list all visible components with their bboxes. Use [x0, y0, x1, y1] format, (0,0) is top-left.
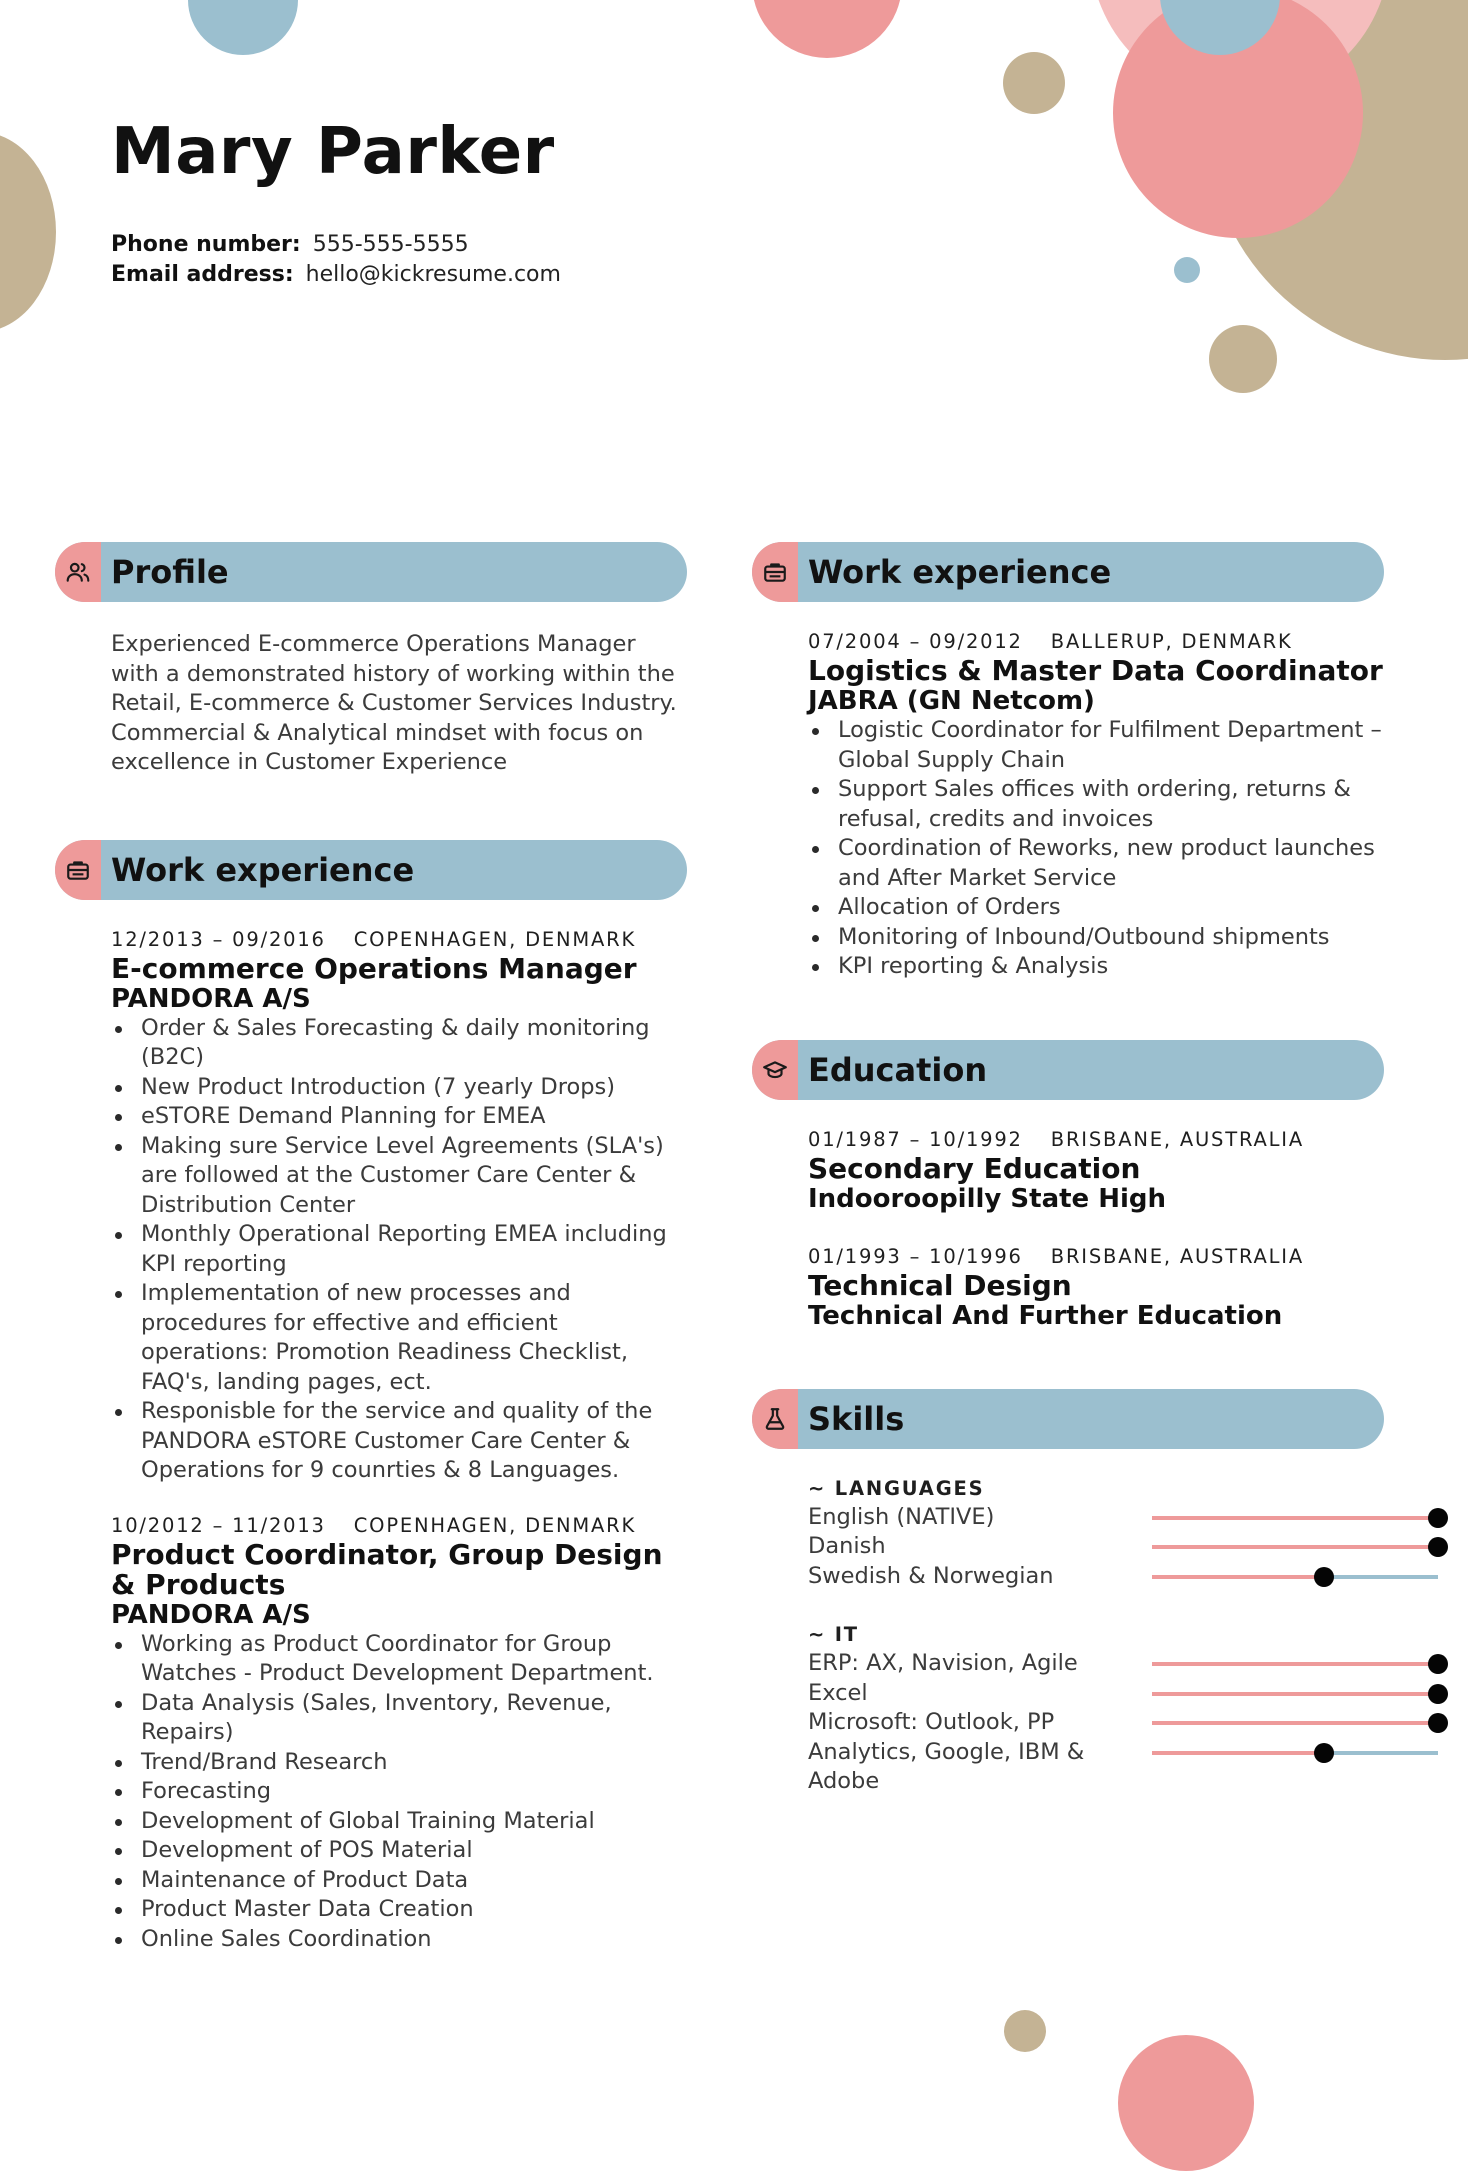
bullet-item: Order & Sales Forecasting & daily monitoring (B2C): [141, 1014, 687, 1073]
skill-name: Danish: [808, 1533, 886, 1559]
bullet-item: Making sure Service Level Agreements (SLA's) are followed at the Customer Care Center & Distribution Center: [141, 1132, 687, 1221]
profile-header: [55, 542, 687, 602]
edu-meta: [808, 1126, 1384, 1154]
skill-level-marker: [1428, 1684, 1448, 1704]
phone-line: [111, 230, 469, 260]
skill-level-fill: [1152, 1662, 1438, 1666]
skill-name: Analytics, Google, IBM & Adobe: [808, 1738, 1085, 1794]
skill-level-track: [1152, 1662, 1438, 1666]
skill-level-track: [1152, 1575, 1438, 1579]
bullet-item: New Product Introduction (7 yearly Drops): [141, 1073, 687, 1103]
skill-row: [808, 1562, 1384, 1592]
edu-dates: 01/1993 – 10/1996: [808, 1244, 1023, 1268]
bullet-item: Implementation of new processes and procedures for effective and efficient operations: Promotion Readiness Checklist, FAQ's, landing pages, ect.: [141, 1279, 687, 1397]
bullet-item: Coordination of Reworks, new product launches and After Market Service: [838, 834, 1384, 893]
email-label: Email address:: [111, 262, 294, 287]
bullet-item: Monitoring of Inbound/Outbound shipments: [838, 923, 1384, 953]
skill-row: [808, 1503, 1384, 1533]
edu-meta: [808, 1243, 1384, 1271]
decor-circle: [1209, 325, 1277, 393]
left-column: [55, 542, 687, 1954]
job-title: Product Coordinator, Group Design & Products: [111, 1537, 663, 1601]
bullet-item: Development of POS Material: [141, 1836, 687, 1866]
decor-circle: [1174, 257, 1200, 283]
skill-row: [808, 1649, 1384, 1679]
edu-title: Secondary Education: [808, 1151, 1141, 1185]
work-right-header: [752, 542, 1384, 602]
bullet-item: Trend/Brand Research: [141, 1748, 687, 1778]
work-left-header: [55, 840, 687, 900]
job-entry: [111, 926, 687, 1486]
skill-level-marker: [1428, 1713, 1448, 1733]
bullet-item: Product Master Data Creation: [141, 1895, 687, 1925]
skill-level-marker: [1428, 1508, 1448, 1528]
bullet-item: Logistic Coordinator for Fulfilment Department – Global Supply Chain: [838, 716, 1384, 775]
edu-org: Technical And Further Education: [808, 1300, 1283, 1331]
bullet-item: Monthly Operational Reporting EMEA including KPI reporting: [141, 1220, 687, 1279]
skill-row: [808, 1738, 1384, 1797]
skill-level-fill: [1152, 1516, 1438, 1520]
bullet-item: Support Sales offices with ordering, returns & refusal, credits and invoices: [838, 775, 1384, 834]
education-title: Education: [808, 1050, 988, 1089]
job-title: Logistics & Master Data Coordinator: [808, 654, 1383, 687]
profile-text: Experienced E-commerce Operations Manager with a demonstrated history of working within the Retail, E-commerce & Customer Services Industry. Commercial & Analytical mindset with focus on excellence in Customer Experience: [111, 631, 677, 775]
skill-row: [808, 1708, 1384, 1738]
skill-name: Microsoft: Outlook, PP: [808, 1709, 1055, 1735]
bullet-item: Working as Product Coordinator for Group Watches - Product Development Department.: [141, 1630, 687, 1689]
people-icon: [55, 542, 101, 602]
briefcase-icon: [752, 542, 798, 602]
decor-circle: [188, 0, 298, 55]
job-entry: [111, 1512, 687, 1955]
profile-body: [55, 630, 687, 778]
profile-title: Profile: [111, 553, 229, 591]
skill-level-track: [1152, 1545, 1438, 1549]
bullet-item: KPI reporting & Analysis: [838, 952, 1384, 982]
job-meta: [808, 628, 1384, 656]
skill-level-fill: [1152, 1692, 1438, 1696]
email-line: [111, 260, 561, 290]
skill-level-marker: [1314, 1567, 1334, 1587]
skill-level-fill: [1152, 1721, 1438, 1725]
skill-name: Swedish & Norwegian: [808, 1562, 1054, 1589]
work-right-title: Work experience: [808, 553, 1112, 591]
edu-org: Indooroopilly State High: [808, 1183, 1167, 1214]
job-location: COPENHAGEN, DENMARK: [353, 1513, 637, 1537]
education-header: [752, 1040, 1384, 1100]
decor-circle: [0, 132, 56, 332]
skill-name: ERP: AX, Navision, Agile: [808, 1650, 1078, 1676]
skill-group-title: ~ IT: [808, 1623, 859, 1646]
skill-name: English (NATIVE): [808, 1503, 995, 1530]
work-right-body: [752, 628, 1384, 982]
bullet-item: Data Analysis (Sales, Inventory, Revenue, Repairs): [141, 1689, 687, 1748]
job-meta: [111, 926, 687, 954]
job-title: E-commerce Operations Manager: [111, 951, 637, 985]
job-org: JABRA (GN Netcom): [808, 686, 1095, 716]
skill-row: [808, 1679, 1384, 1709]
skill-name: Excel: [808, 1679, 868, 1706]
bullet-item: eSTORE Demand Planning for EMEA: [141, 1102, 687, 1132]
skill-level-fill: [1152, 1575, 1324, 1579]
education-entry: [808, 1243, 1384, 1331]
skill-group-title: ~ LANGUAGES: [808, 1476, 985, 1500]
bullet-item: Online Sales Coordination: [141, 1925, 687, 1955]
skill-level-fill: [1152, 1545, 1438, 1549]
job-bullets: [111, 1014, 687, 1486]
skill-level-track: [1152, 1751, 1438, 1755]
skills-title: Skills: [808, 1399, 905, 1438]
skill-row: [808, 1532, 1384, 1562]
candidate-name: Mary Parker: [111, 115, 555, 189]
job-meta: [111, 1512, 687, 1540]
bullet-item: Forecasting: [141, 1777, 687, 1807]
skills-body: [752, 1475, 1384, 1797]
job-dates: 12/2013 – 09/2016: [111, 927, 326, 951]
bullet-item: Allocation of Orders: [838, 893, 1384, 923]
briefcase-icon: [55, 840, 101, 900]
work-left-body: [55, 926, 687, 1955]
job-org: PANDORA A/S: [111, 1599, 311, 1630]
right-column: [752, 542, 1384, 1797]
skill-level-marker: [1428, 1537, 1448, 1557]
job-dates: 10/2012 – 11/2013: [111, 1513, 326, 1537]
edu-location: BRISBANE, AUSTRALIA: [1050, 1244, 1304, 1268]
graduation-cap-icon: [752, 1040, 798, 1100]
job-dates: 07/2004 – 09/2012: [808, 630, 1023, 653]
skill-level-track: [1152, 1721, 1438, 1725]
bullet-item: Responisble for the service and quality of the PANDORA eSTORE Customer Care Center & Operations for 9 counrties & 8 Languages.: [141, 1397, 687, 1486]
decor-circle: [1003, 52, 1065, 114]
skills-header: [752, 1389, 1384, 1449]
decor-circle: [1004, 2010, 1046, 2052]
email-value: hello@kickresume.com: [305, 262, 561, 287]
edu-location: BRISBANE, AUSTRALIA: [1050, 1127, 1304, 1151]
flask-icon: [752, 1389, 798, 1449]
work-left-title: Work experience: [111, 850, 415, 889]
education-body: [752, 1126, 1384, 1331]
job-bullets: [808, 716, 1384, 982]
edu-dates: 01/1987 – 10/1992: [808, 1127, 1023, 1151]
job-entry: [808, 628, 1384, 982]
phone-label: Phone number:: [111, 232, 301, 257]
skill-level-marker: [1314, 1743, 1334, 1763]
bullet-item: Maintenance of Product Data: [141, 1866, 687, 1896]
job-bullets: [111, 1630, 687, 1955]
skill-level-track: [1152, 1516, 1438, 1520]
education-entry: [808, 1126, 1384, 1214]
skill-level-fill: [1152, 1751, 1324, 1755]
skill-level-marker: [1428, 1654, 1448, 1674]
skill-level-track: [1152, 1692, 1438, 1696]
decor-circle: [1118, 2035, 1254, 2171]
bullet-item: Development of Global Training Material: [141, 1807, 687, 1837]
phone-value: 555-555-5555: [312, 232, 469, 257]
job-org: PANDORA A/S: [111, 983, 311, 1014]
decor-circle: [752, 0, 902, 58]
edu-title: Technical Design: [808, 1268, 1072, 1302]
job-location: BALLERUP, DENMARK: [1050, 630, 1293, 653]
job-location: COPENHAGEN, DENMARK: [353, 927, 637, 951]
